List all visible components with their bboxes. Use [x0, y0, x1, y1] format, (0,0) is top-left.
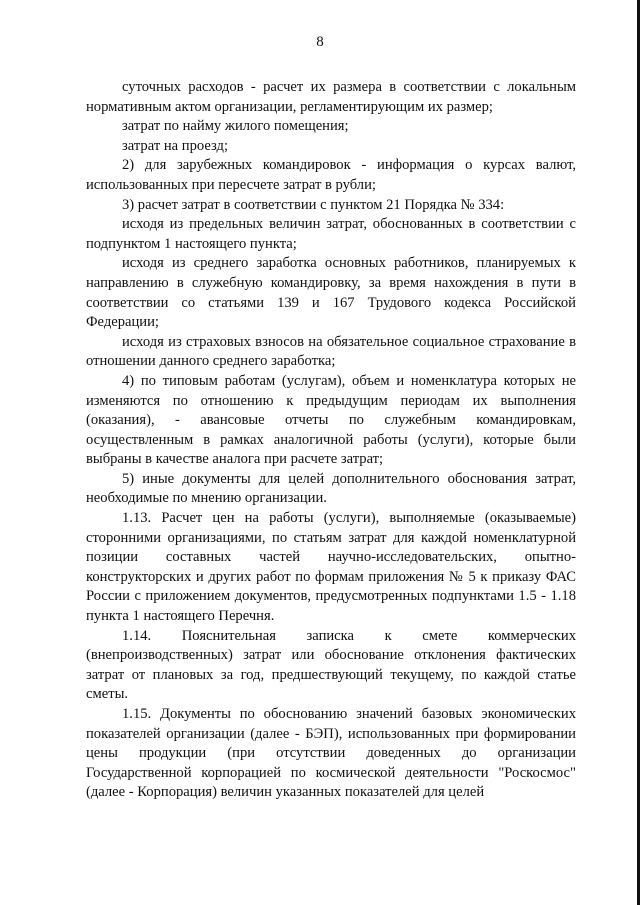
page-number: 8 [316, 34, 324, 50]
paragraph-limit-values: исходя из предельных величин затрат, обоснованных в соответствии с подпунктом 1 настоящего пункта; [86, 216, 576, 252]
paragraph-1-14: 1.14. Пояснительная записка к смете коммерческих (внепроизводственных) затрат или обоснование отклонения фактических затрат от плановых за год, предшествующий текущему, по каждой статье сметы. [86, 627, 576, 703]
paragraph-typical-works: 4) по типовым работам (услугам), объем и номенклатура которых не изменяются по отношению к предыдущим периодам их выполнения (оказания), - авансовые отчеты по служебным командировкам, осуществленным в рамках аналогичной работы (услуги), которые были выбраны в качестве аналога при расчете затрат; [86, 372, 576, 468]
paragraph-cost-calculation: 3) расчет затрат в соответствии с пунктом 21 Порядка № 334: [122, 196, 505, 213]
paragraph-1-15: 1.15. Документы по обоснованию значений базовых экономических показателей организации (далее - БЭП), использованных при формировании цены продукции (при отсутствии доведенных до организации Государственной корпорацией по космической деятельности "Роскосмос" (далее - Корпорация) величин указанных показателей для целей [86, 706, 576, 801]
paragraph-foreign-trips: 2) для зарубежных командировок - информация о курсах валют, использованных при пересчете затрат в рубли; [86, 157, 576, 193]
paragraph-average-earnings: исходя из среднего заработка основных работников, планируемых к направлению в служебную командировку, за время нахождения в пути в соответствии со статьями 139 и 167 Трудового кодекса Российской Федерации; [86, 255, 576, 331]
paragraph-other-documents: 5) иные документы для целей дополнительного обоснования затрат, необходимые по мнению организации. [86, 470, 576, 507]
paragraph-insurance-contributions: исходя из страховых взносов на обязательное социальное страхование в отношении данного среднего заработка; [86, 333, 576, 370]
paragraph-1-13: 1.13. Расчет цен на работы (услуги), выполняемые (оказываемые) сторонними организациями, по статьям затрат для каждой номенклатурной позиции составных частей научно-исследовательских, опытно-конструкторских и других работ по формам приложения № 5 к приказу ФАС России с приложением документов, предусмотренных подпунктами 1.5 - 1.18 пункта 1 настоящего Перечня. [86, 510, 576, 625]
paragraph-housing-costs: затрат по найму жилого помещения; [122, 118, 349, 135]
paragraph-daily-allowance: суточных расходов - расчет их размера в соответствии с локальным нормативным актом организации, регламентирующим их размер; [86, 79, 576, 115]
paragraph-travel-costs: затрат на проезд; [122, 137, 228, 154]
document-body [86, 78, 576, 803]
